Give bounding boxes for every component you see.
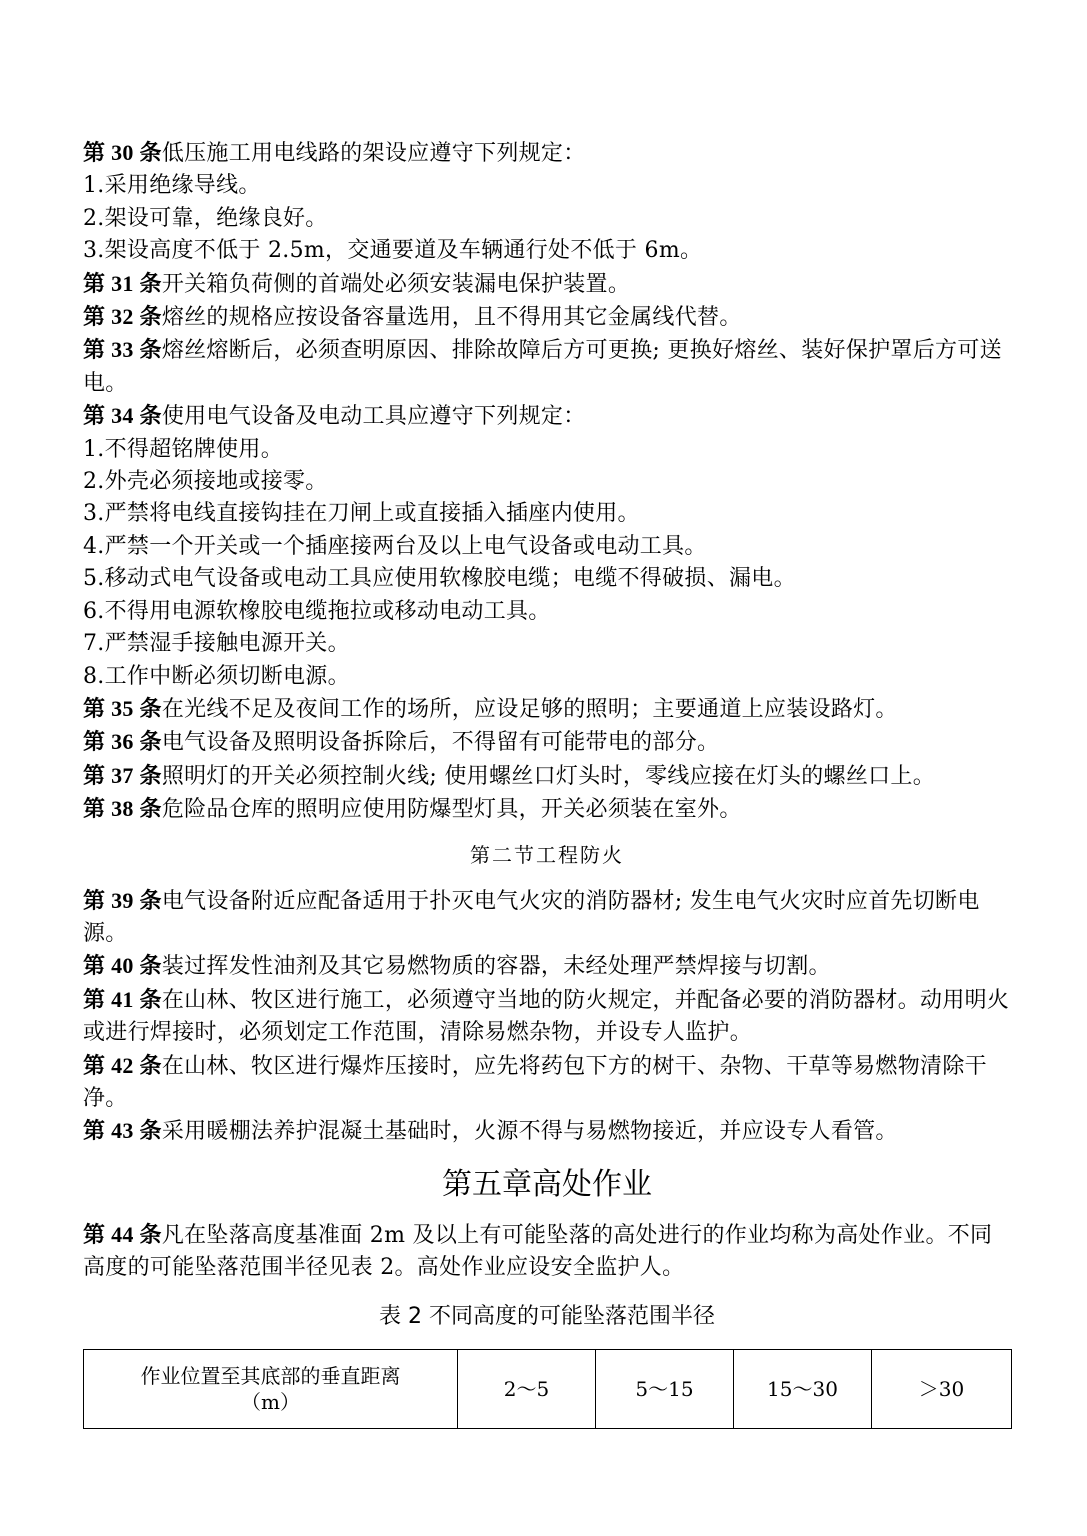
article-paragraph xyxy=(83,793,1011,826)
article-number: 第 34 条 xyxy=(83,403,162,429)
article-text: 8.工作中断必须切断电源。 xyxy=(83,663,350,689)
article-text: 3.架设高度不低于 2.5m，交通要道及车辆通行处不低于 6m。 xyxy=(83,238,703,264)
article-number: 第 37 条 xyxy=(83,762,162,788)
article-number: 第 30 条 xyxy=(83,140,162,165)
list-item xyxy=(83,661,1011,693)
article-paragraph xyxy=(83,1050,1011,1116)
article-text: 6.不得用电源软橡胶电缆拖拉或移动电动工具。 xyxy=(83,598,551,624)
article-paragraph xyxy=(83,984,1011,1050)
article-number: 第 38 条 xyxy=(83,796,162,822)
article-text: 在山林、牧区进行施工，必须遵守当地的防火规定，并配备必要的消防器材。动用明火或进行焊接时，必须划定工作范围，清除易燃杂物，并设专人监护。 xyxy=(83,987,1010,1046)
articles-fire-prevention xyxy=(83,885,1011,1149)
article-text: 凡在坠落高度基准面 2m 及以上有可能坠落的高处进行的作业均称为高处作业。不同高度的可能坠落范围半径见表 2。高处作业应设安全监护人。 xyxy=(83,1222,993,1281)
article-number: 第 39 条 xyxy=(83,887,162,913)
article-text: 在光线不足及夜间工作的场所，应设足够的照明；主要通道上应装设路灯。 xyxy=(161,696,898,722)
article-text: 熔丝熔断后，必须查明原因、排除故障后方可更换; 更换好熔丝、装好保护罩后方可送电。 xyxy=(83,338,1002,396)
table-header-cell xyxy=(84,1349,458,1428)
table-caption: 表 2 不同高度的可能坠落范围半径 xyxy=(379,1303,715,1329)
article-text: 采用暖棚法养护混凝土基础时，火源不得与易燃物接近，并应设专人看管。 xyxy=(161,1119,898,1145)
article-paragraph xyxy=(83,693,1011,726)
article-number: 第 43 条 xyxy=(83,1118,162,1144)
article-number: 第 36 条 xyxy=(83,729,162,755)
article-text: 5.移动式电气设备或电动工具应使用软橡胶电缆；电缆不得破损、漏电。 xyxy=(83,566,796,592)
article-text: 7.严禁湿手接触电源开关。 xyxy=(83,631,350,657)
list-item xyxy=(83,563,1011,595)
article-number: 第 33 条 xyxy=(83,337,162,363)
table-cell: 15～30 xyxy=(734,1349,872,1428)
article-text: 3.严禁将电线直接钩挂在刀闸上或直接插入插座内使用。 xyxy=(83,501,640,527)
article-number: 第 32 条 xyxy=(83,304,162,330)
article-text: 1.采用绝缘导线。 xyxy=(83,173,261,199)
article-paragraph xyxy=(83,885,1011,951)
article-paragraph xyxy=(83,334,1011,400)
article-paragraph xyxy=(83,268,1011,301)
list-item xyxy=(83,628,1011,660)
article-text: 熔丝的规格应按设备容量选用，且不得用其它金属线代替。 xyxy=(161,305,742,331)
fall-radius-table xyxy=(83,1349,1012,1429)
articles-electrical xyxy=(83,137,1011,827)
chapter-title: 第五章高处作业 xyxy=(442,1166,652,1202)
article-number: 第 42 条 xyxy=(83,1052,162,1078)
list-item xyxy=(83,498,1011,530)
article-paragraph xyxy=(83,950,1011,983)
article-number: 第 44 条 xyxy=(83,1221,162,1247)
articles-height-work xyxy=(83,1219,1011,1285)
article-paragraph xyxy=(83,137,1011,170)
table-cell: 2～5 xyxy=(458,1349,596,1428)
article-paragraph xyxy=(83,726,1011,759)
article-text: 电气设备附近应配备适用于扑灭电气火灾的消防器材; 发生电气火灾时应首先切断电源。 xyxy=(83,888,980,946)
article-text: 危险品仓库的照明应使用防爆型灯具，开关必须装在室外。 xyxy=(161,797,742,823)
header-label-line-2: （m） xyxy=(241,1389,300,1414)
article-number: 第 40 条 xyxy=(83,953,162,979)
table-cell: ＞30 xyxy=(872,1349,1012,1428)
article-text: 开关箱负荷侧的首端处必须安装漏电保护装置。 xyxy=(161,271,631,297)
article-text: 电气设备及照明设备拆除后，不得留有可能带电的部分。 xyxy=(161,730,720,756)
article-text: 使用电气设备及电动工具应遵守下列规定： xyxy=(161,404,586,430)
article-text: 低压施工用电线路的架设应遵守下列规定： xyxy=(161,141,586,166)
article-paragraph xyxy=(83,400,1011,433)
article-text: 2.架设可靠，绝缘良好。 xyxy=(83,205,328,231)
article-paragraph xyxy=(83,760,1011,793)
article-text: 在山林、牧区进行爆炸压接时，应先将药包下方的树干、杂物、干草等易燃物清除干净。 xyxy=(83,1053,987,1111)
list-item xyxy=(83,596,1011,628)
list-item xyxy=(83,466,1011,498)
article-paragraph xyxy=(83,301,1011,334)
article-text: 装过挥发性油剂及其它易燃物质的容器，未经处理严禁焊接与切割。 xyxy=(161,954,831,980)
document-page xyxy=(83,137,1011,1429)
list-item xyxy=(83,170,1011,202)
article-text: 4.严禁一个开关或一个插座接两台及以上电气设备或电动工具。 xyxy=(83,533,707,559)
article-text: 2.外壳必须接地或接零。 xyxy=(83,469,328,495)
article-paragraph xyxy=(83,1219,1011,1285)
article-text: 1.不得超铭牌使用。 xyxy=(83,436,283,462)
header-label-line-1: 作业位置至其底部的垂直距离 xyxy=(140,1363,401,1388)
list-item xyxy=(83,203,1011,235)
table-row xyxy=(84,1349,1012,1428)
list-item xyxy=(83,235,1011,267)
article-paragraph xyxy=(83,1115,1011,1148)
list-item xyxy=(83,434,1011,466)
article-number: 第 41 条 xyxy=(83,986,162,1012)
list-item xyxy=(83,531,1011,563)
article-text: 照明灯的开关必须控制火线; 使用螺丝口灯头时，零线应接在灯头的螺丝口上。 xyxy=(161,763,936,789)
table-cell: 5～15 xyxy=(596,1349,734,1428)
article-number: 第 31 条 xyxy=(83,270,162,296)
article-number: 第 35 条 xyxy=(83,695,162,721)
section-title: 第二节工程防火 xyxy=(470,842,624,867)
